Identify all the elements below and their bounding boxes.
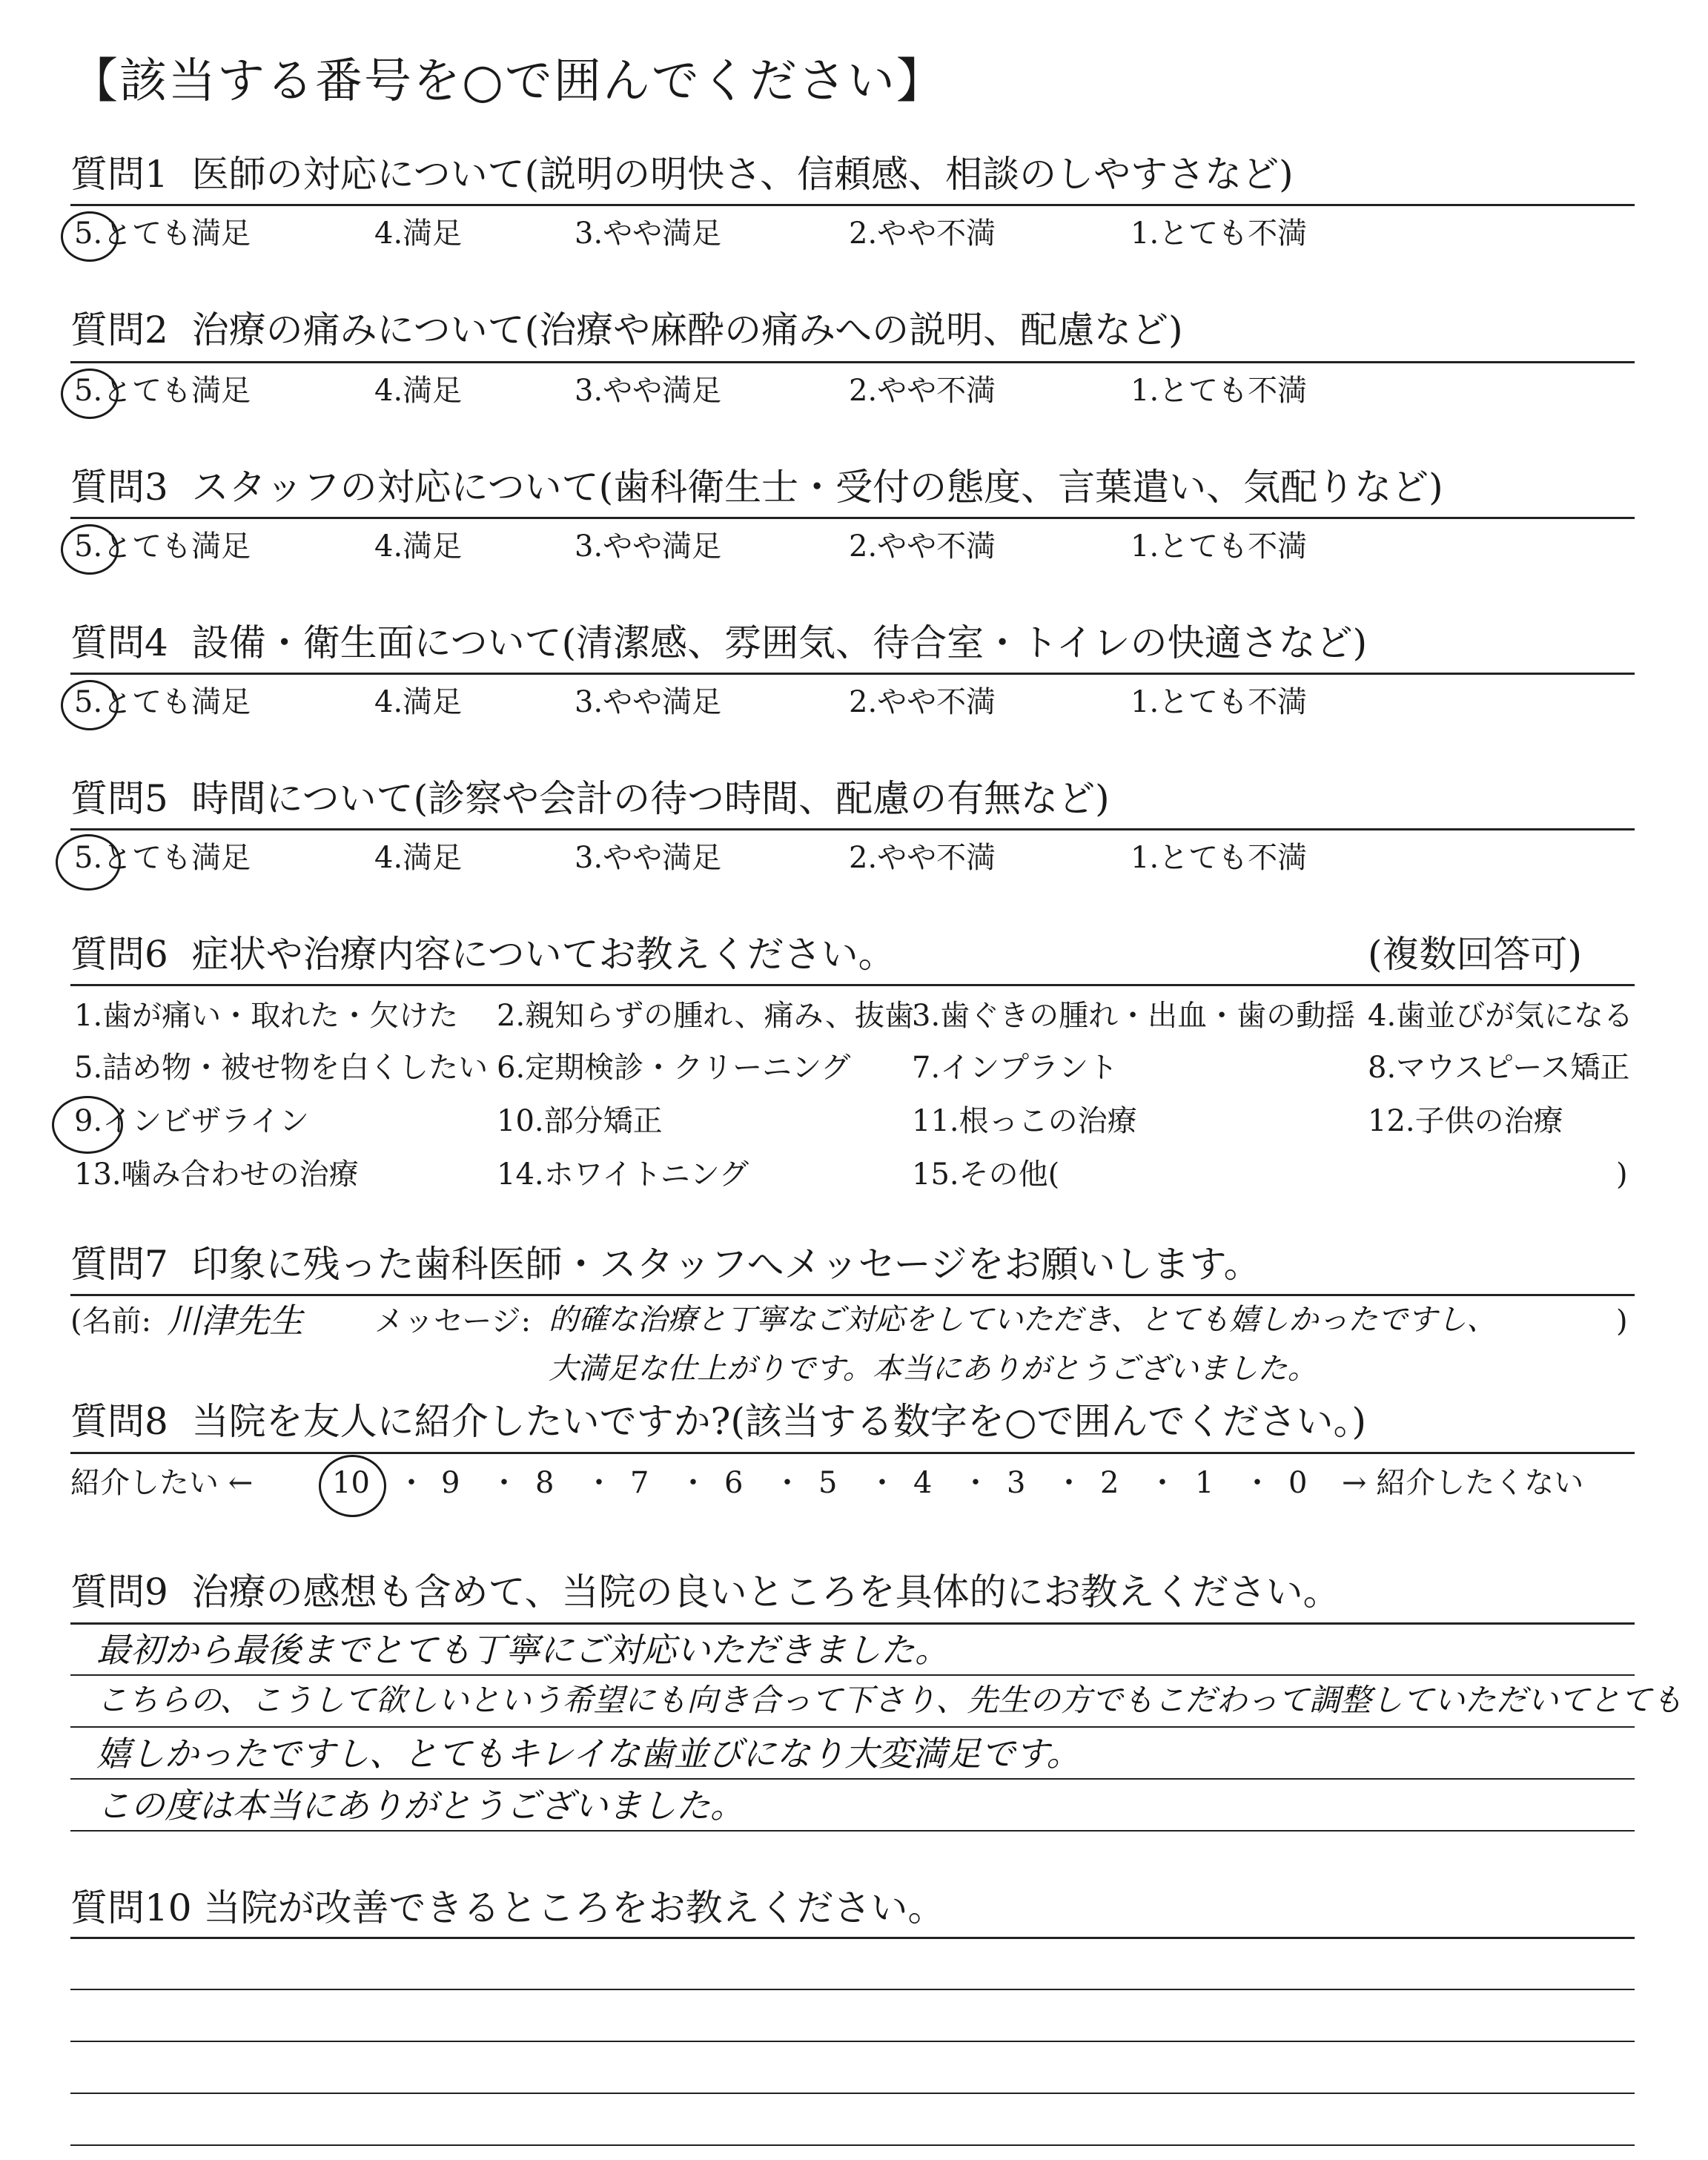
divider — [70, 361, 1635, 363]
q5-option-4[interactable]: 4.満足 — [374, 841, 463, 875]
q6-option-11[interactable]: 11.根っこの治療 — [912, 1104, 1137, 1138]
answer-line[interactable] — [70, 2093, 1635, 2094]
q1-option-4[interactable]: 4.満足 — [374, 217, 463, 251]
q9-answer-line-3[interactable]: 嬉しかったですし、とてもキレイな歯並びになり大変満足です。 — [96, 1734, 1081, 1774]
question-8-heading — [70, 1400, 1367, 1443]
question-text: 当院が改善できるところをお教えください。 — [203, 1886, 945, 1929]
q6-other-close-paren: ) — [1616, 1157, 1628, 1192]
q1-option-1[interactable]: 1.とても不満 — [1131, 217, 1308, 251]
scale-dot: ・ — [1054, 1466, 1084, 1500]
q9-answer-line-2[interactable]: こちらの、こうして欲しいという希望にも向き合って下さり、先生の方でもこだわって調整していただいてとても — [96, 1682, 1683, 1718]
q6-option-12[interactable]: 12.子供の治療 — [1368, 1104, 1563, 1138]
q6-option-15[interactable]: 15.その他( — [912, 1157, 1060, 1192]
message-line-2[interactable]: 大満足な仕上がりです。本当にありがとうございました。 — [549, 1352, 1317, 1386]
question-text: 印象に残った歯科医師・スタッフへメッセージをお願いします。 — [191, 1243, 1261, 1286]
question-6-heading — [70, 933, 896, 976]
question-9-heading — [70, 1571, 1340, 1614]
scale-dot: ・ — [961, 1466, 990, 1500]
q3-option-5[interactable]: 5.とても満足 — [74, 529, 251, 564]
q6-option-8[interactable]: 8.マウスピース矯正 — [1368, 1051, 1630, 1085]
question-label: 質問2 — [70, 308, 168, 351]
question-5-heading — [70, 777, 1110, 820]
q6-option-2[interactable]: 2.親知らずの腫れ、痛み、抜歯 — [497, 999, 914, 1033]
q1-option-3[interactable]: 3.やや満足 — [575, 217, 722, 251]
message-line-1[interactable]: 的確な治療と丁寧なご対応をしていただき、とても嬉しかったですし、 — [549, 1303, 1497, 1337]
divider — [70, 204, 1635, 206]
scale-8[interactable]: 8 — [535, 1466, 555, 1500]
scale-dot: ・ — [867, 1466, 897, 1500]
name-label: (名前: — [70, 1304, 152, 1338]
scale-dot: ・ — [584, 1466, 614, 1500]
question-label: 質問8 — [70, 1400, 168, 1443]
recommend-left-label: 紹介したい ← — [70, 1466, 254, 1500]
q6-selection-circle — [52, 1096, 123, 1154]
q6-option-3[interactable]: 3.歯ぐきの腫れ・出血・歯の動揺 — [912, 999, 1356, 1033]
q6-option-7[interactable]: 7.インプラント — [912, 1051, 1119, 1085]
question-4-heading — [70, 621, 1368, 664]
scale-7[interactable]: 7 — [630, 1466, 649, 1500]
question-2-heading — [70, 308, 1183, 351]
q6-option-4[interactable]: 4.歯並びが気になる — [1368, 999, 1634, 1033]
q2-option-3[interactable]: 3.やや満足 — [575, 374, 722, 408]
scale-0[interactable]: 0 — [1288, 1466, 1308, 1500]
q8-selection-circle — [319, 1455, 386, 1517]
q5-option-3[interactable]: 3.やや満足 — [575, 841, 722, 875]
question-label: 質問10 — [70, 1886, 192, 1929]
multiple-answers-note: (複数回答可) — [1368, 933, 1583, 976]
divider — [70, 517, 1635, 519]
question-text: 設備・衛生面について(清潔感、雰囲気、待合室・トイレの快適さなど) — [191, 621, 1368, 664]
question-text: 症状や治療内容についてお教えください。 — [191, 933, 896, 976]
q4-selection-circle — [61, 680, 119, 730]
question-text: 時間について(診察や会計の待つ時間、配慮の有無など) — [191, 777, 1110, 820]
answer-line — [70, 1674, 1635, 1676]
q4-option-5[interactable]: 5.とても満足 — [74, 685, 251, 719]
scale-2[interactable]: 2 — [1100, 1466, 1119, 1500]
q9-answer-line-1[interactable]: 最初から最後までとても丁寧にご対応いただきました。 — [96, 1630, 949, 1670]
q1-selection-circle — [61, 211, 119, 262]
q5-selection-circle — [56, 834, 121, 891]
answer-line[interactable] — [70, 2144, 1635, 2146]
scale-dot: ・ — [678, 1466, 708, 1500]
recommend-right-label: → 紹介したくない — [1342, 1466, 1584, 1500]
q5-option-1[interactable]: 1.とても不満 — [1131, 841, 1308, 875]
message-label: メッセージ: — [374, 1304, 532, 1338]
q4-option-1[interactable]: 1.とても不満 — [1131, 685, 1308, 719]
question-text: スタッフの対応について(歯科衛生士・受付の態度、言葉遣い、気配りなど) — [191, 466, 1443, 509]
q6-option-6[interactable]: 6.定期検診・クリーニング — [497, 1051, 851, 1085]
divider — [70, 1294, 1635, 1296]
message-close-paren: ) — [1616, 1304, 1628, 1338]
answer-line[interactable] — [70, 1989, 1635, 1990]
q6-option-10[interactable]: 10.部分矯正 — [497, 1104, 663, 1138]
question-7-heading — [70, 1243, 1261, 1286]
q1-option-5[interactable]: 5.とても満足 — [74, 217, 251, 251]
answer-line — [70, 1830, 1635, 1832]
page-title: 【該当する番号を○で囲んでください】 — [70, 54, 945, 109]
name-value[interactable]: 川津先生 — [167, 1301, 303, 1341]
q6-option-1[interactable]: 1.歯が痛い・取れた・欠けた — [74, 999, 459, 1033]
question-label: 質問1 — [70, 153, 168, 196]
scale-9[interactable]: 9 — [441, 1466, 460, 1500]
question-text: 医師の対応について(説明の明快さ、信頼感、相談のしやすさなど) — [191, 153, 1294, 196]
q4-option-3[interactable]: 3.やや満足 — [575, 685, 722, 719]
answer-line — [70, 1726, 1635, 1728]
question-3-heading — [70, 466, 1443, 509]
q4-option-2[interactable]: 2.やや不満 — [849, 685, 996, 719]
question-label: 質問5 — [70, 777, 168, 820]
scale-4[interactable]: 4 — [913, 1466, 933, 1500]
question-1-heading — [70, 153, 1294, 196]
question-label: 質問9 — [70, 1571, 168, 1614]
scale-5[interactable]: 5 — [818, 1466, 838, 1500]
scale-dot: ・ — [1242, 1466, 1272, 1500]
scale-1[interactable]: 1 — [1195, 1466, 1214, 1500]
question-10-heading — [70, 1886, 945, 1929]
q9-answer-line-4[interactable]: この度は本当にありがとうございました。 — [96, 1786, 744, 1826]
question-label: 質問6 — [70, 933, 168, 976]
q3-option-4[interactable]: 4.満足 — [374, 529, 463, 564]
scale-dot: ・ — [489, 1466, 519, 1500]
scale-6[interactable]: 6 — [724, 1466, 744, 1500]
scale-3[interactable]: 3 — [1007, 1466, 1026, 1500]
divider — [70, 1452, 1635, 1454]
q2-selection-circle — [61, 369, 119, 419]
question-text: 当院を友人に紹介したいですか?(該当する数字を○で囲んでください。) — [191, 1400, 1367, 1443]
question-text: 治療の痛みについて(治療や麻酔の痛みへの説明、配慮など) — [191, 308, 1183, 351]
q1-option-2[interactable]: 2.やや不満 — [849, 217, 996, 251]
question-text: 治療の感想も含めて、当院の良いところを具体的にお教えください。 — [191, 1571, 1340, 1614]
q2-option-1[interactable]: 1.とても不満 — [1131, 374, 1308, 408]
divider — [70, 673, 1635, 675]
q3-option-3[interactable]: 3.やや満足 — [575, 529, 722, 564]
q3-option-2[interactable]: 2.やや不満 — [849, 529, 996, 564]
q4-option-4[interactable]: 4.満足 — [374, 685, 463, 719]
divider — [70, 1937, 1635, 1939]
answer-line[interactable] — [70, 2041, 1635, 2042]
answer-line — [70, 1778, 1635, 1780]
scale-dot: ・ — [772, 1466, 802, 1500]
q6-option-13[interactable]: 13.噛み合わせの治療 — [74, 1157, 359, 1192]
q2-option-2[interactable]: 2.やや不満 — [849, 374, 996, 408]
q5-option-2[interactable]: 2.やや不満 — [849, 841, 996, 875]
q6-option-5[interactable]: 5.詰め物・被せ物を白くしたい — [74, 1051, 489, 1085]
scale-10[interactable]: 10 — [332, 1466, 370, 1500]
question-label: 質問7 — [70, 1243, 168, 1286]
q3-selection-circle — [61, 524, 119, 575]
q6-option-14[interactable]: 14.ホワイトニング — [497, 1157, 749, 1192]
q6-option-9[interactable]: 9.インビザライン — [74, 1104, 309, 1138]
question-label: 質問3 — [70, 466, 168, 509]
scale-dot: ・ — [1148, 1466, 1177, 1500]
divider — [70, 984, 1635, 986]
divider — [70, 828, 1635, 830]
question-label: 質問4 — [70, 621, 168, 664]
q3-option-1[interactable]: 1.とても不満 — [1131, 529, 1308, 564]
q2-option-4[interactable]: 4.満足 — [374, 374, 463, 408]
q2-option-5[interactable]: 5.とても満足 — [74, 374, 251, 408]
divider — [70, 1622, 1635, 1625]
q5-option-5[interactable]: 5.とても満足 — [74, 841, 251, 875]
scale-dot: ・ — [397, 1466, 426, 1500]
